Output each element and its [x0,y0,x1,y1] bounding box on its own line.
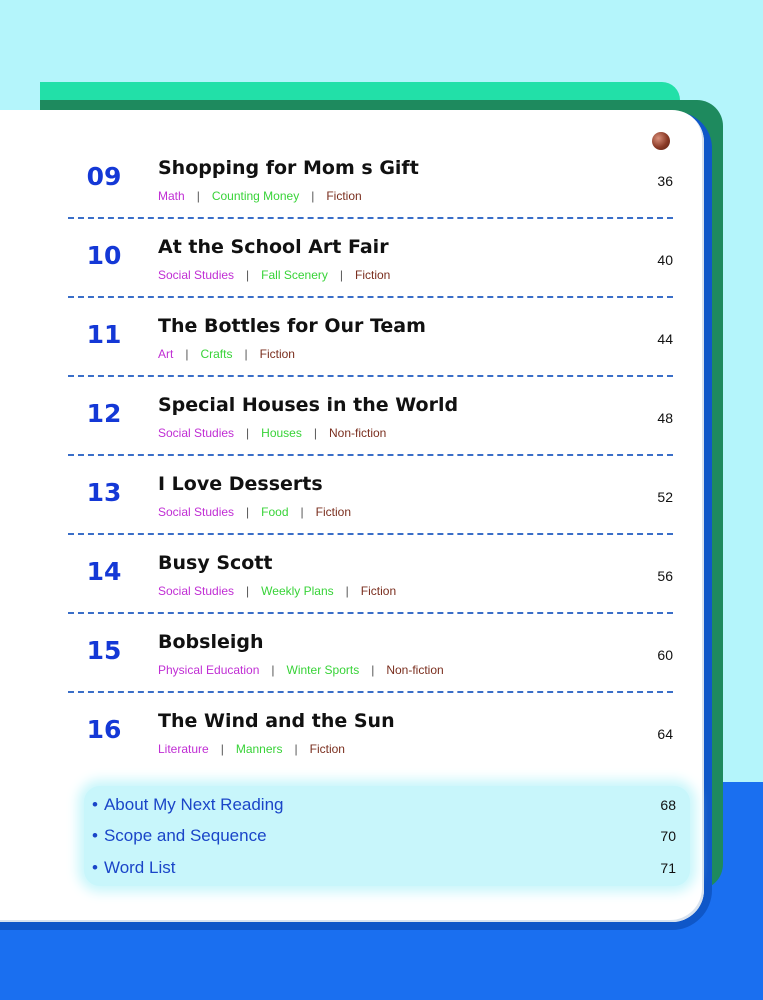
extras-panel [84,786,690,886]
entry-page-number: 44 [657,331,673,347]
entry-genre: Fiction [355,268,391,282]
toc-entry[interactable] [68,219,673,298]
tag-separator: | [246,268,250,282]
extras-item-page: 68 [660,797,676,813]
entry-number: 16 [86,715,122,744]
extras-item-label [92,826,267,846]
entry-genre: Fiction [360,584,397,598]
tag-separator: | [345,584,349,598]
extras-item-page: 70 [660,828,676,844]
entry-topic: Counting Money [211,189,300,203]
toc-entry[interactable] [68,377,673,456]
tag-separator: | [271,663,275,677]
entry-number: 11 [86,320,122,349]
extras-item-text: About My Next Reading [103,795,284,814]
entry-number: 14 [86,557,122,586]
tag-separator: | [246,426,250,440]
entry-genre: Fiction [315,505,351,519]
tag-separator: | [196,189,200,203]
extras-item[interactable] [92,792,676,820]
entry-subject: Social Studies [158,584,235,598]
entry-number: 15 [86,636,122,665]
entry-page-number: 60 [657,647,673,663]
toc-entry[interactable] [68,693,673,770]
extras-item-label [92,858,175,878]
entry-title: At the School Art Fair [158,236,389,258]
bullet-icon: • [92,795,98,814]
entry-topic: Manners [235,742,283,756]
entry-tags [158,347,295,361]
entry-title: The Wind and the Sun [158,710,395,732]
entry-topic: Weekly Plans [261,584,334,598]
extras-item[interactable] [92,855,676,883]
tag-separator: | [371,663,375,677]
entry-subject: Social Studies [158,268,235,282]
entry-genre: Fiction [259,347,295,361]
entry-genre: Non-fiction [328,426,387,440]
entry-topic: Fall Scenery [261,268,328,282]
entry-topic: Crafts [200,347,233,361]
entry-title: Shopping for Mom s Gift [158,157,419,179]
extras-item-label [92,795,284,815]
entry-subject: Art [158,347,174,361]
extras-item-text: Scope and Sequence [103,826,267,845]
toc-entry[interactable] [68,535,673,614]
entry-title: The Bottles for Our Team [158,315,426,337]
toc-entry[interactable] [68,614,673,693]
entry-title: Busy Scott [158,552,273,574]
tag-separator: | [294,742,298,756]
entry-page-number: 52 [657,489,673,505]
entry-page-number: 40 [657,252,673,268]
entry-genre: Non-fiction [386,663,444,677]
tag-separator: | [244,347,248,361]
bullet-icon: • [92,858,98,877]
tag-separator: | [313,426,317,440]
extras-item-page: 71 [660,860,676,876]
entry-tags [158,268,390,282]
entry-subject: Physical Education [158,663,260,677]
entry-number: 10 [86,241,122,270]
tag-separator: | [311,189,315,203]
entry-subject: Math [158,189,185,203]
entry-number: 13 [86,478,122,507]
entry-tags [158,505,351,519]
toc-entry[interactable] [68,456,673,535]
table-of-contents [68,140,673,770]
extras-item[interactable] [92,823,676,851]
tag-separator: | [246,505,250,519]
tag-separator: | [185,347,189,361]
entry-genre: Fiction [309,742,345,756]
entry-tags [158,584,396,598]
entry-tags [158,426,386,440]
entry-page-number: 64 [657,726,673,742]
entry-page-number: 48 [657,410,673,426]
entry-topic: Food [261,505,289,519]
entry-number: 09 [86,162,122,191]
entry-subject: Social Studies [158,426,235,440]
entry-page-number: 56 [657,568,673,584]
entry-topic: Winter Sports [286,663,360,677]
entry-page-number: 36 [657,173,673,189]
entry-tags [158,189,362,203]
entry-topic: Houses [261,426,302,440]
entry-tags [158,663,444,677]
tag-separator: | [246,584,250,598]
toc-entry[interactable] [68,298,673,377]
entry-title: Special Houses in the World [158,394,459,416]
entry-number: 12 [86,399,122,428]
entry-title: I Love Desserts [158,473,323,495]
toc-entry[interactable] [68,140,673,219]
bullet-icon: • [92,826,98,845]
tag-separator: | [220,742,224,756]
entry-genre: Fiction [326,189,362,203]
extras-item-text: Word List [103,858,176,877]
entry-subject: Social Studies [158,505,235,519]
entry-tags [158,742,345,756]
entry-subject: Literature [158,742,209,756]
tag-separator: | [339,268,343,282]
entry-title: Bobsleigh [158,631,264,653]
tag-separator: | [300,505,304,519]
